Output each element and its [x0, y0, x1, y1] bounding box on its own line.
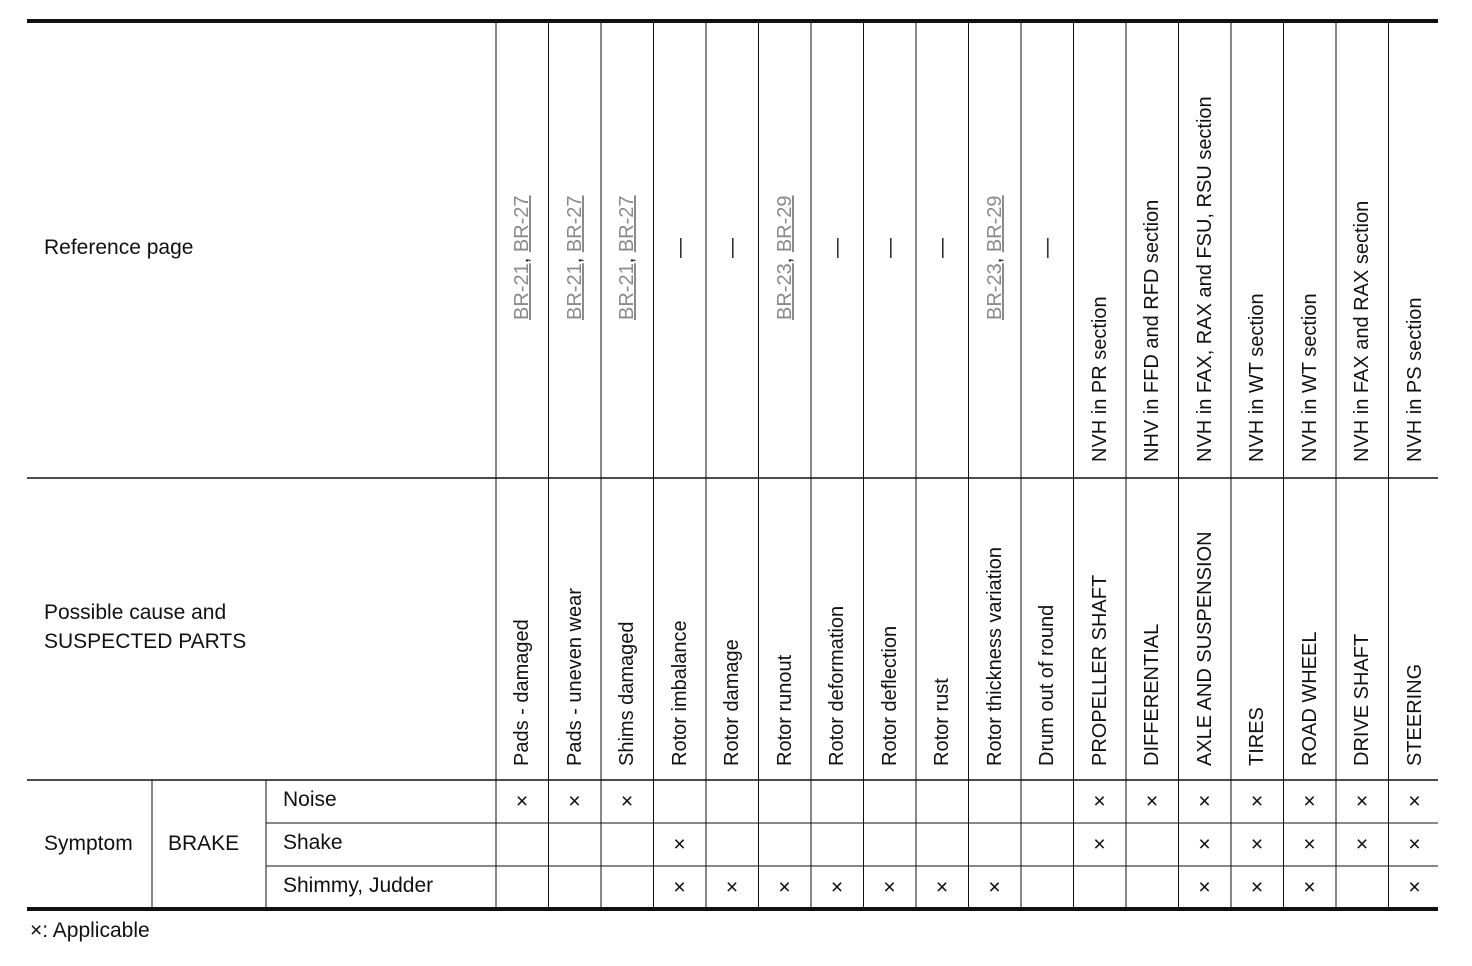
reference-link[interactable]: BR-21	[563, 263, 586, 320]
suspected-part-label: STEERING	[1403, 663, 1426, 766]
reference-separator: ,	[563, 252, 586, 264]
suspected-part-label: ROAD WHEEL	[1298, 631, 1321, 766]
applicable-mark: ×	[1198, 790, 1211, 813]
applicable-mark: ×	[1145, 790, 1159, 813]
suspected-part-label: Pads - uneven wear	[563, 588, 586, 766]
reference-text: NVH in FAX and RAX section	[1351, 200, 1373, 462]
reference-link[interactable]: BR-27	[563, 195, 586, 253]
reference-text	[615, 195, 639, 320]
reference-link[interactable]: BR-27	[511, 195, 533, 253]
suspected-part-label: Rotor runout	[773, 654, 796, 766]
applicable-mark: ×	[1198, 833, 1211, 856]
applicable-mark: ×	[673, 833, 686, 856]
reference-text	[983, 195, 1007, 320]
applicable-mark: ×	[883, 876, 896, 899]
reference-separator: ,	[616, 252, 638, 264]
reference-page-label: Reference page	[44, 236, 194, 259]
reference-text: NVH in WT section	[1298, 293, 1321, 462]
suspected-part-label: Rotor thickness variation	[983, 547, 1006, 766]
applicable-mark: ×	[1303, 790, 1316, 813]
reference-text: —	[721, 238, 743, 258]
reference-text: —	[1036, 238, 1058, 258]
suspected-part-label: Drum out of round	[1036, 604, 1058, 766]
reference-link[interactable]: BR-29	[773, 195, 796, 253]
reference-link[interactable]: BR-29	[983, 195, 1006, 253]
suspected-part-label: DRIVE SHAFT	[1351, 633, 1373, 766]
applicable-mark: ×	[1093, 833, 1106, 856]
reference-text: NVH in FAX, RAX and FSU, RSU section	[1193, 96, 1216, 462]
applicable-mark: ×	[568, 790, 581, 813]
applicable-mark: ×	[1355, 833, 1369, 856]
applicable-mark: ×	[1303, 876, 1316, 899]
reference-link[interactable]: BR-21	[511, 263, 533, 320]
reference-text: —	[826, 238, 848, 258]
reference-link[interactable]: BR-27	[616, 195, 638, 253]
applicable-mark: ×	[1250, 790, 1264, 813]
suspected-part-label: Rotor deflection	[878, 625, 901, 766]
reference-text: NHV in FFD and RFD section	[1141, 199, 1163, 462]
reference-separator: ,	[983, 252, 1006, 264]
reference-link[interactable]: BR-23	[773, 263, 796, 320]
suspected-part-label: Pads - damaged	[511, 619, 533, 766]
applicable-mark: ×	[673, 876, 686, 899]
suspected-part-label: Rotor rust	[931, 678, 953, 766]
suspected-part-label: TIRES	[1246, 707, 1268, 766]
applicable-mark: ×	[988, 876, 1001, 899]
reference-text	[510, 195, 534, 320]
suspected-part-label: Rotor deformation	[826, 605, 848, 766]
reference-text: —	[668, 238, 691, 258]
reference-text: NVH in WT section	[1246, 293, 1268, 462]
reference-separator: ,	[511, 252, 533, 264]
applicable-mark: ×	[725, 876, 739, 899]
possible-cause-label-line2: SUSPECTED PARTS	[44, 630, 247, 653]
applicable-mark: ×	[1408, 790, 1421, 813]
reference-separator: ,	[773, 252, 796, 264]
symptom-name: Shimmy, Judder	[283, 874, 434, 897]
applicable-mark: ×	[1408, 876, 1421, 899]
brake-group-label: BRAKE	[168, 832, 240, 855]
applicable-mark: ×	[1355, 790, 1369, 813]
reference-text	[773, 195, 797, 320]
suspected-part-label: PROPELLER SHAFT	[1088, 574, 1111, 766]
applicable-mark: ×	[1093, 790, 1106, 813]
suspected-part-label: Rotor damage	[721, 639, 743, 766]
suspected-part-label: Shims damaged	[616, 621, 638, 766]
reference-link[interactable]: BR-23	[983, 263, 1006, 320]
applicable-legend: ×: Applicable	[30, 919, 150, 942]
reference-text: —	[878, 238, 901, 258]
applicable-mark: ×	[620, 790, 634, 813]
applicable-mark: ×	[778, 876, 791, 899]
symptom-label: Symptom	[44, 832, 133, 855]
reference-text: —	[931, 238, 953, 258]
reference-text: NVH in PR section	[1088, 296, 1111, 462]
applicable-mark: ×	[830, 876, 844, 899]
symptom-name: Noise	[283, 788, 337, 811]
reference-text: NVH in PS section	[1403, 297, 1426, 462]
applicable-mark: ×	[935, 876, 949, 899]
applicable-mark: ×	[515, 790, 529, 813]
reference-text	[563, 195, 587, 320]
applicable-mark: ×	[1198, 876, 1211, 899]
suspected-part-label: AXLE AND SUSPENSION	[1193, 531, 1216, 766]
applicable-mark: ×	[1250, 876, 1264, 899]
symptom-name: Shake	[283, 831, 343, 854]
applicable-mark: ×	[1303, 833, 1316, 856]
applicable-mark: ×	[1408, 833, 1421, 856]
suspected-part-label: Rotor imbalance	[668, 620, 691, 766]
applicable-mark: ×	[1250, 833, 1264, 856]
possible-cause-label-line1: Possible cause and	[44, 601, 227, 624]
suspected-part-label: DIFFERENTIAL	[1141, 623, 1163, 766]
reference-link[interactable]: BR-21	[616, 263, 638, 320]
